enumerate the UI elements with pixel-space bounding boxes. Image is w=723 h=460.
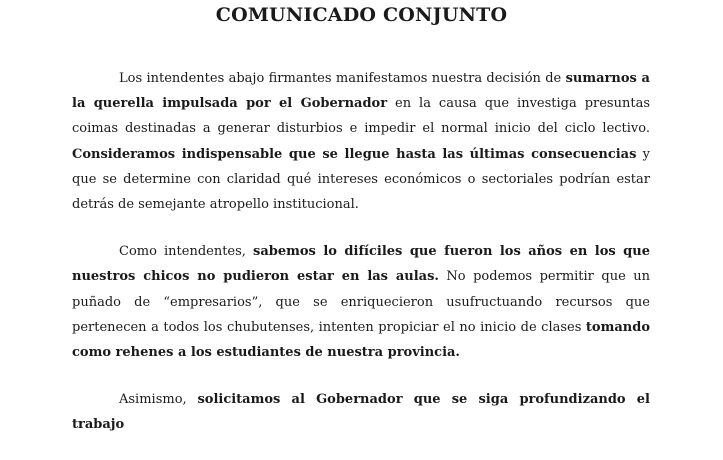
text-run-bold: Consideramos indispensable que se llegue hasta las últimas consecuencias [72, 146, 637, 162]
paragraph-3 [72, 387, 650, 437]
text-run-bold: sabemos lo difíciles que fueron los años en los que nuestros chicos no pudieron estar en las aulas. [72, 244, 650, 285]
document-title: COMUNICADO CONJUNTO [215, 4, 508, 26]
text-run: en la causa que investiga presuntas coimas destinadas a generar disturbios e impedir el normal inicio del ciclo lectivo. [72, 96, 650, 137]
text-run: y que se determine con claridad qué intereses económicos o sectoriales podrían estar detrás de semejante atropello institucional. [72, 146, 651, 213]
text-run: Asimismo, [119, 392, 198, 408]
text-run-bold: sumarnos a la querella impulsada por el Gobernador [72, 71, 650, 112]
document-body [72, 66, 650, 460]
paragraph-2 [72, 239, 650, 365]
text-run-bold: solicitamos al Gobernador que se siga profundizando el trabajo [72, 392, 650, 433]
text-run: Los intendentes abajo firmantes manifestamos nuestra decisión de [119, 71, 566, 86]
paragraph-1 [72, 66, 650, 217]
text-run-bold: tomando como rehenes a los estudiantes de nuestra provincia. [72, 319, 650, 361]
text-run: Como intendentes, [119, 244, 254, 260]
text-run: No podemos permitir que un puñado de “empresarios”, que se enriquecieron usufructuando recursos que pertenecen a todos los chubutenses, intenten propiciar el no inicio de clases [72, 269, 650, 335]
